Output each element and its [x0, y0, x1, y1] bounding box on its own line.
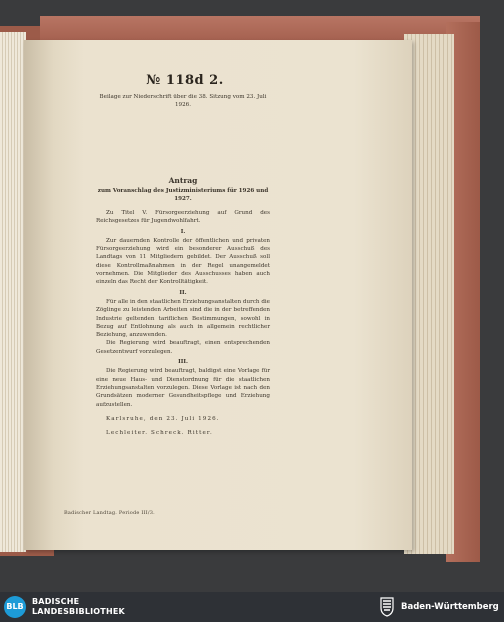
document-number: № 118d 2.	[146, 73, 224, 88]
section-paragraph: Die Regierung wird beauftragt, baldigst eine Vorlage für eine neue Haus- und Dienstordnung für die staatlichen Erziehungsanstalten vorzulegen. Diese Vorlage ist nach den Grundsätzen moderner Gesundheitspflege und Erziehung aufzustellen.	[96, 368, 270, 408]
section-paragraph: Die Regierung wird beauftragt, einen entsprechenden Gesetzentwurf vorzulegen.	[96, 340, 270, 355]
library-name-line1: BADISCHE	[32, 597, 80, 606]
section-numeral: II.	[179, 289, 187, 296]
motion-intro	[96, 209, 270, 437]
motion-title: Antrag	[168, 176, 198, 185]
page-footer: Badischer Landtag. Periode III/3.	[64, 510, 155, 516]
state-name[interactable]: Baden-Württemberg	[401, 602, 499, 612]
supplement-line: Beilage zur Niederschrift über die 38. Sitzung vom 23. Juli 1926.	[99, 94, 267, 109]
baden-wuerttemberg-lion-icon	[377, 595, 397, 617]
signatures: Lechleiter. Schreck. Ritter.	[106, 430, 213, 437]
section-paragraph: Für alle in den staatlichen Erziehungsanstalten durch die Zöglinge zu leistenden Arbeiten sind die in der betreffenden Industrie geltenden tariflichen Bestimmungen, sowohl in Bezug auf Entlohnung als auch in allgemein rechtlicher Beziehung, anzuwenden.	[96, 298, 270, 339]
motion-subtitle: zum Voranschlag des Justizministeriums für 1926 und 1927.	[97, 188, 269, 203]
intro-paragraph: Zu Titel V. Fürsorgeerziehung auf Grund des Reichsgesetzes für Jugendwohlfahrt.	[96, 210, 270, 225]
place-date: Karlsruhe, den 23. Juli 1926.	[106, 415, 220, 422]
page-edges-left	[0, 32, 26, 552]
section-numeral: I.	[180, 228, 186, 235]
section-numeral: III.	[178, 359, 188, 366]
section-paragraph: Zur dauernden Kontrolle der öffentlichen und privaten Fürsorgeerziehung wird ein besonderer Ausschuß des Landtags von 11 Mitgliedern gebildet. Der Ausschuß soll diese Kontrollmaßnahmen in der Regel unangemeldet vornehmen. Die Mitglieder des Ausschusses haben auch einzeln das Recht der Kontrolltätigkeit.	[96, 237, 270, 286]
library-name-line2: LANDESBIBLIOTHEK	[32, 607, 125, 616]
blb-logo[interactable]: BLB	[4, 596, 26, 618]
library-name[interactable]	[32, 597, 125, 617]
